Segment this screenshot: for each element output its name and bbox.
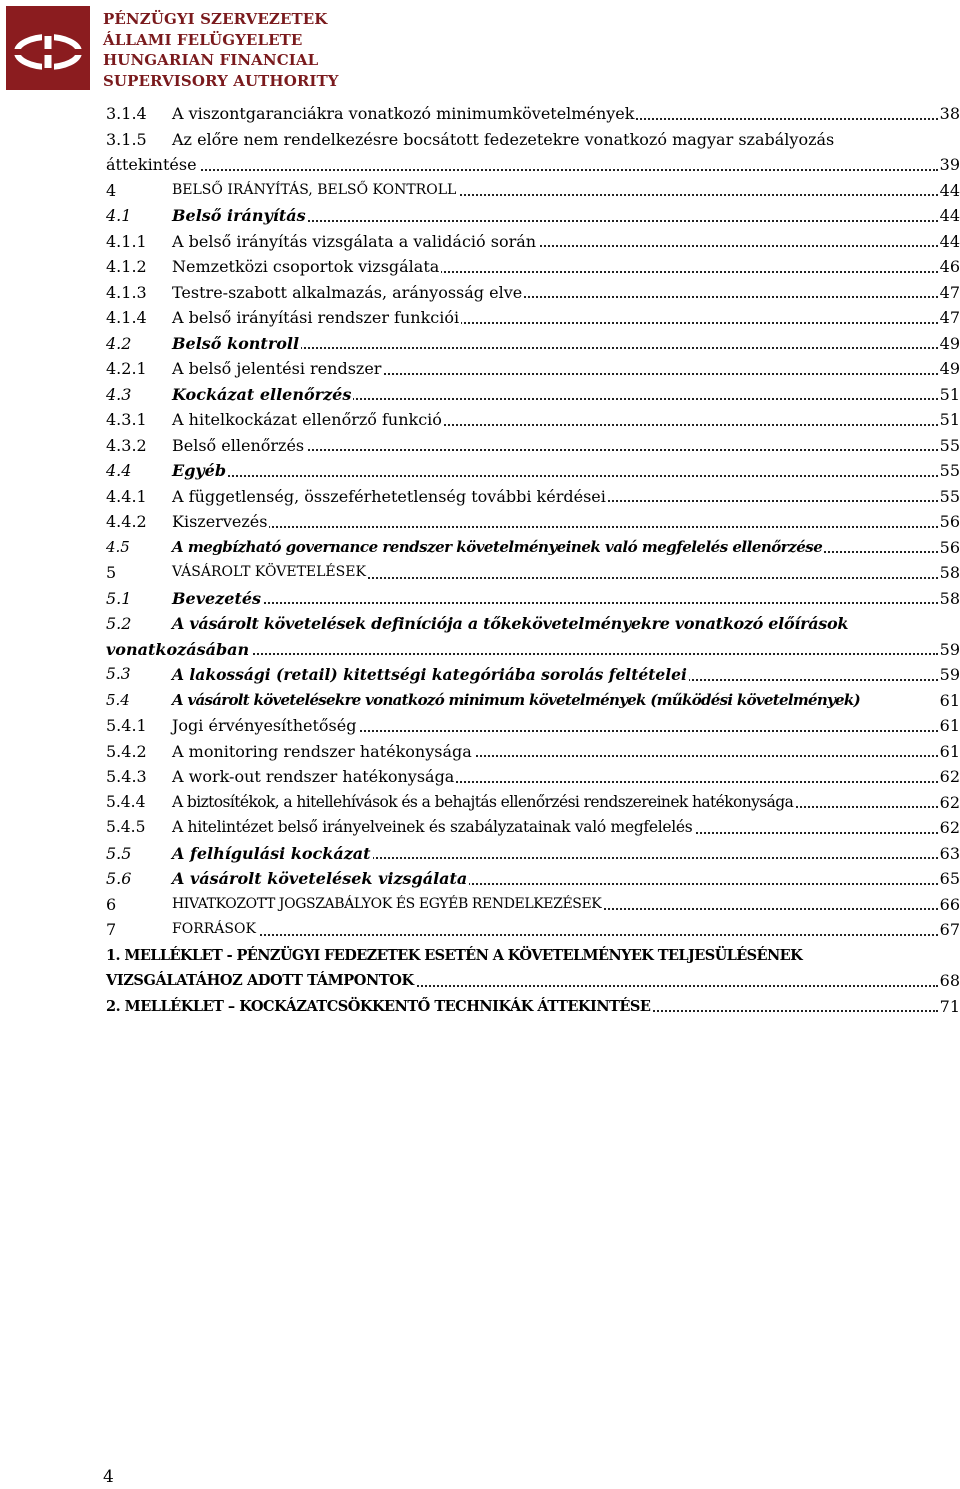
toc-title: A vásárolt követelések vizsgálata — [172, 866, 469, 892]
toc-page: 47 — [938, 280, 960, 306]
toc-entry[interactable] — [106, 586, 960, 612]
toc-entry-continuation[interactable] — [106, 152, 960, 178]
toc-number: 6 — [106, 894, 117, 914]
toc-title: Nemzetközi csoportok vizsgálata — [172, 254, 441, 280]
toc-title: A belső irányítási rendszer funkciói — [172, 305, 461, 331]
dot-leader — [172, 934, 938, 936]
toc-number: 5.6 — [106, 869, 132, 888]
toc-title: Az előre nem rendelkezésre bocsátott fedezetekre vonatkozó magyar szabályozás — [172, 127, 836, 153]
toc-number: 5.4.1 — [106, 716, 147, 735]
toc-page: 56 — [938, 509, 960, 535]
toc-entry[interactable] — [106, 280, 960, 306]
toc-number: 4.3 — [106, 384, 132, 404]
toc-entry[interactable] — [106, 764, 960, 790]
toc-entry[interactable] — [106, 841, 960, 867]
org-name — [103, 9, 339, 91]
toc-number: 5 — [106, 563, 117, 582]
toc-entry[interactable] — [106, 229, 960, 255]
toc-number: 5.4.4 — [106, 792, 146, 811]
toc-page: 63 — [938, 841, 960, 867]
toc-title: vonatkozásában — [106, 637, 251, 663]
toc-title: A hitelkockázat ellenőrző funkció — [172, 407, 444, 433]
toc-number: 7 — [106, 920, 117, 939]
toc-page: 51 — [938, 407, 960, 433]
psz-logo-icon — [6, 6, 90, 90]
toc-entry[interactable] — [106, 688, 960, 714]
toc-entry[interactable] — [106, 433, 960, 459]
toc-title: Egyéb — [172, 458, 228, 484]
table-of-contents — [106, 101, 960, 1019]
toc-entry[interactable] — [106, 407, 960, 433]
toc-title: A belső jelentési rendszer — [172, 356, 383, 382]
toc-page: 62 — [938, 790, 960, 816]
toc-page: 62 — [938, 815, 960, 841]
toc-title: A monitoring rendszer hatékonysága — [172, 739, 474, 765]
toc-page: 58 — [938, 586, 960, 612]
toc-title: Kockázat ellenőrzés — [172, 382, 353, 408]
toc-title: Testre-szabott alkalmazás, arányosság elve — [172, 280, 524, 306]
toc-page: 49 — [938, 331, 960, 357]
toc-title: Jogi érvényesíthetőség — [172, 713, 358, 739]
toc-page: 67 — [938, 917, 960, 943]
org-line: ÁLLAMI FELÜGYELETE — [103, 30, 303, 49]
toc-entry[interactable] — [106, 535, 960, 561]
toc-title: áttekintése — [106, 152, 199, 178]
dot-leader — [172, 602, 938, 604]
header — [6, 6, 406, 92]
toc-number: 5.4.5 — [106, 818, 146, 836]
toc-number: 4.1.1 — [106, 231, 147, 251]
toc-entry[interactable] — [106, 178, 960, 204]
toc-page: 49 — [938, 356, 960, 382]
toc-title: A hitelintézet belső irányelveinek és szabályzatainak való megfelelés — [172, 815, 694, 841]
toc-entry[interactable] — [106, 917, 960, 943]
toc-number: 5.5 — [106, 843, 132, 863]
toc-number: 4.1.2 — [106, 257, 147, 276]
toc-title: A függetlenség, összeférhetetlenség további kérdései — [172, 484, 608, 510]
toc-entry[interactable] — [106, 305, 960, 331]
toc-page: 55 — [938, 433, 960, 459]
toc-page: 44 — [938, 229, 960, 255]
toc-entry[interactable] — [106, 382, 960, 408]
toc-page: 44 — [938, 203, 960, 229]
toc-title: VÁSÁROLT KÖVETELÉSEK — [172, 560, 368, 586]
toc-title: Belső ellenőrzés — [172, 433, 306, 459]
toc-number: 5.1 — [106, 588, 132, 608]
toc-title: A belső irányítás vizsgálata a validáció során — [172, 229, 538, 255]
toc-title: Kiszervezés — [172, 509, 269, 535]
toc-page: 66 — [938, 892, 960, 918]
toc-title: BELSŐ IRÁNYÍTÁS, BELSŐ KONTROLL — [172, 178, 458, 204]
toc-entry[interactable] — [106, 662, 960, 688]
toc-entry[interactable] — [106, 127, 960, 153]
toc-page: 38 — [938, 101, 960, 127]
toc-entry[interactable] — [106, 790, 960, 816]
toc-page: 61 — [938, 688, 960, 714]
toc-entry[interactable] — [106, 331, 960, 357]
toc-entry[interactable] — [106, 713, 960, 739]
toc-number: 4.4.2 — [106, 512, 147, 531]
toc-page: 59 — [938, 662, 960, 688]
toc-number: 4.3.2 — [106, 435, 147, 455]
toc-title: A work-out rendszer hatékonysága — [172, 764, 456, 790]
page-number: 4 — [103, 1467, 114, 1487]
toc-number: 5.4 — [106, 690, 130, 709]
org-line: SUPERVISORY AUTHORITY — [103, 71, 339, 90]
toc-page: 44 — [938, 178, 960, 204]
toc-entry[interactable] — [106, 892, 960, 918]
toc-number: 4.2.1 — [106, 359, 147, 378]
toc-page: 47 — [938, 305, 960, 331]
toc-number: 4.1 — [106, 206, 132, 225]
toc-number: 3.1.5 — [106, 129, 147, 149]
toc-page: 65 — [938, 866, 960, 892]
toc-page: 62 — [938, 764, 960, 790]
toc-title: A lakossági (retail) kitettségi kategóriába sorolás feltételei — [172, 662, 689, 688]
org-line: PÉNZÜGYI SZERVEZETEK — [103, 10, 328, 28]
toc-entry[interactable] — [106, 739, 960, 765]
dot-leader — [172, 526, 938, 528]
toc-entry[interactable] — [106, 484, 960, 510]
toc-entry[interactable] — [106, 994, 960, 1020]
toc-page: 68 — [938, 968, 960, 994]
toc-entry[interactable] — [106, 815, 960, 841]
toc-title: A biztosítékok, a hitellehívások és a behajtás ellenőrzési rendszereinek hatékonysága — [172, 790, 795, 816]
toc-number: 4 — [106, 180, 117, 200]
toc-page: 55 — [938, 484, 960, 510]
toc-number: 5.3 — [106, 665, 131, 683]
toc-number: 4.2 — [106, 333, 132, 353]
toc-title: VIZSGÁLATÁHOZ ADOTT TÁMPONTOK — [106, 968, 416, 994]
toc-entry[interactable] — [106, 560, 960, 586]
toc-entry[interactable] — [106, 611, 960, 637]
toc-number: 4.3.1 — [106, 410, 147, 429]
toc-entry[interactable] — [106, 356, 960, 382]
toc-page: 61 — [938, 739, 960, 765]
toc-title: A vásárolt követelések definíciója a tőkekövetelményekre vonatkozó előírások — [172, 611, 850, 637]
toc-number: 3.1.4 — [106, 104, 147, 123]
toc-entry[interactable] — [106, 101, 960, 127]
toc-page: 58 — [938, 560, 960, 586]
toc-number: 5.2 — [106, 614, 132, 633]
toc-title: Belső kontroll — [172, 331, 301, 357]
toc-title: A vásárolt követelésekre vonatkozó minimum követelmények (működési követelmények) — [172, 688, 862, 714]
org-line: HUNGARIAN FINANCIAL — [103, 51, 319, 69]
toc-page: 39 — [938, 152, 960, 178]
toc-number: 4.5 — [106, 537, 130, 556]
toc-page: 46 — [938, 254, 960, 280]
toc-title: Bevezetés — [172, 586, 263, 612]
toc-number: 4.1.3 — [106, 282, 147, 302]
toc-entry[interactable] — [106, 509, 960, 535]
toc-number: 4.1.4 — [106, 308, 147, 327]
toc-entry[interactable] — [106, 254, 960, 280]
toc-entry[interactable] — [106, 943, 960, 969]
toc-number: 5.4.3 — [106, 767, 147, 786]
toc-number: 4.4.1 — [106, 486, 147, 506]
toc-title: HIVATKOZOTT JOGSZABÁLYOK ÉS EGYÉB RENDELKEZÉSEK — [172, 892, 603, 918]
toc-entry[interactable] — [106, 866, 960, 892]
toc-title: 1. MELLÉKLET - PÉNZÜGYI FEDEZETEK ESETÉN A KÖVETELMÉNYEK TELJESÜLÉSÉNEK — [106, 943, 804, 969]
toc-title: Belső irányítás — [172, 203, 308, 229]
toc-title: A megbízható governance rendszer követelményeinek való megfelelés ellenőrzése — [172, 535, 824, 561]
toc-title: FORRÁSOK — [172, 917, 258, 943]
dot-leader — [172, 475, 938, 477]
toc-entry-continuation[interactable] — [106, 637, 960, 663]
toc-page: 56 — [938, 535, 960, 561]
toc-title: A viszontgaranciákra vonatkozó minimumkövetelmények — [172, 101, 636, 127]
toc-page: 71 — [938, 994, 960, 1020]
toc-entry[interactable] — [106, 458, 960, 484]
toc-page: 61 — [938, 713, 960, 739]
dot-leader — [106, 169, 938, 171]
toc-number: 5.4.2 — [106, 741, 147, 761]
toc-title: 2. MELLÉKLET – KOCKÁZATCSÖKKENTŐ TECHNIKÁK ÁTTEKINTÉSE — [106, 994, 652, 1020]
toc-entry-continuation[interactable] — [106, 968, 960, 994]
toc-number: 4.4 — [106, 461, 132, 480]
toc-page: 55 — [938, 458, 960, 484]
toc-entry[interactable] — [106, 203, 960, 229]
toc-title: A felhígulási kockázat — [172, 841, 373, 867]
toc-page: 59 — [938, 637, 960, 663]
toc-page: 51 — [938, 382, 960, 408]
